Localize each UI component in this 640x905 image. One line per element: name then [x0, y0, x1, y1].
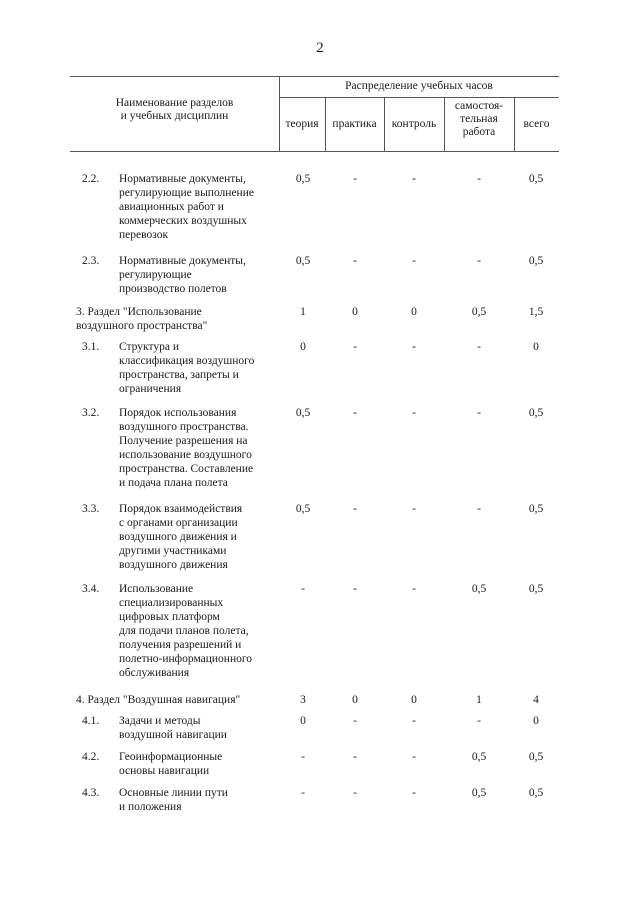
- hours-cell: -: [477, 341, 481, 353]
- header-col-selfstudy: самостоя- тельная работа: [454, 100, 504, 138]
- discipline-name: Нормативные документы, регулирующие выполнение авиационных работ и коммерческих воздушных перевозок: [119, 173, 254, 241]
- row-number: 2.2.: [82, 173, 100, 185]
- hours-cell: -: [412, 173, 416, 185]
- hours-cell: 0,5: [528, 255, 544, 267]
- hours-cell: 0,5: [528, 407, 544, 419]
- hours-cell: 0,5: [528, 503, 544, 515]
- section-title: 4. Раздел "Воздушная навигация": [76, 694, 241, 706]
- hours-cell: 0,5: [471, 583, 487, 595]
- hours-cell: 1: [300, 306, 306, 318]
- header-col-theory: теория: [285, 118, 319, 130]
- discipline-name: Геоинформационные основы навигации: [119, 751, 223, 777]
- hours-cell: -: [412, 255, 416, 267]
- discipline-name: Использование специализированных цифровых платформ для подачи планов полета, получения разрешений и полетно-информационного обслуживания: [119, 583, 253, 679]
- hours-cell: 4: [533, 694, 539, 706]
- row-number: 3.2.: [82, 407, 100, 419]
- page-number: 2: [316, 40, 324, 56]
- hours-cell: -: [353, 503, 357, 515]
- hours-cell: -: [353, 583, 357, 595]
- hours-cell: -: [477, 173, 481, 185]
- header-name-column: Наименование разделов и учебных дисциплин: [115, 97, 234, 122]
- hours-cell: 0,5: [295, 255, 311, 267]
- hours-cell: -: [353, 255, 357, 267]
- hours-cell: 0: [352, 694, 358, 706]
- row-number: 3.1.: [82, 341, 100, 353]
- hours-cell: -: [412, 583, 416, 595]
- hours-cell: -: [353, 715, 357, 727]
- hours-cell: 0,5: [471, 787, 487, 799]
- hours-cell: -: [301, 583, 305, 595]
- row-number: 4.1.: [82, 715, 100, 727]
- hours-cell: -: [477, 503, 481, 515]
- hours-cell: 0,5: [471, 751, 487, 763]
- hours-cell: -: [412, 787, 416, 799]
- row-number: 3.4.: [82, 583, 100, 595]
- hours-cell: 3: [300, 694, 306, 706]
- hours-cell: 0,5: [528, 173, 544, 185]
- hours-cell: -: [412, 341, 416, 353]
- discipline-name: Задачи и методы воздушной навигации: [119, 715, 227, 741]
- header-distribution: Распределение учебных часов: [345, 80, 493, 92]
- header-top-rule: [70, 76, 559, 77]
- hours-cell: 0,5: [295, 173, 311, 185]
- header-col-control: контроль: [391, 118, 437, 130]
- hours-cell: 0: [533, 341, 539, 353]
- hours-cell: -: [301, 751, 305, 763]
- hours-cell: 0: [300, 715, 306, 727]
- hours-cell: 0,5: [295, 503, 311, 515]
- discipline-name: Порядок использования воздушного пространства. Получение разрешения на использование воздушного пространства. Составление и подача плана полета: [119, 407, 254, 489]
- hours-cell: 0: [533, 715, 539, 727]
- hours-cell: 0,5: [528, 583, 544, 595]
- hours-cell: 0: [411, 306, 417, 318]
- hours-cell: -: [477, 407, 481, 419]
- hours-cell: -: [353, 787, 357, 799]
- hours-cell: 0,5: [295, 407, 311, 419]
- hours-cell: -: [353, 407, 357, 419]
- hours-cell: -: [412, 503, 416, 515]
- hours-cell: -: [412, 407, 416, 419]
- discipline-name: Структура и классификация воздушного пространства, запреты и ограничения: [119, 341, 255, 395]
- hours-cell: 0: [300, 341, 306, 353]
- distribution-rule: [279, 97, 559, 98]
- row-number: 3.3.: [82, 503, 100, 515]
- hours-cell: -: [477, 255, 481, 267]
- row-number: 4.2.: [82, 751, 100, 763]
- header-col-total: всего: [523, 118, 550, 130]
- hours-cell: 1: [476, 694, 482, 706]
- hours-cell: -: [301, 787, 305, 799]
- hours-cell: 0,5: [528, 751, 544, 763]
- section-title: 3. Раздел "Использование воздушного пространства": [76, 306, 208, 332]
- discipline-name: Порядок взаимодействия с органами организации воздушного движения и другими участниками воздушного движения: [119, 503, 243, 571]
- hours-cell: 0,5: [528, 787, 544, 799]
- hours-cell: -: [353, 341, 357, 353]
- discipline-name: Основные линии пути и положения: [119, 787, 228, 813]
- hours-cell: 0,5: [471, 306, 487, 318]
- hours-cell: 0: [352, 306, 358, 318]
- hours-cell: -: [477, 715, 481, 727]
- header-col-practice: практика: [332, 118, 377, 130]
- header-bottom-rule: [70, 151, 559, 152]
- row-number: 4.3.: [82, 787, 100, 799]
- hours-cell: 1,5: [528, 306, 544, 318]
- hours-cell: -: [412, 751, 416, 763]
- hours-cell: -: [353, 173, 357, 185]
- row-number: 2.3.: [82, 255, 100, 267]
- discipline-name: Нормативные документы, регулирующие производство полетов: [119, 255, 246, 295]
- hours-cell: -: [353, 751, 357, 763]
- hours-cell: -: [412, 715, 416, 727]
- hours-cell: 0: [411, 694, 417, 706]
